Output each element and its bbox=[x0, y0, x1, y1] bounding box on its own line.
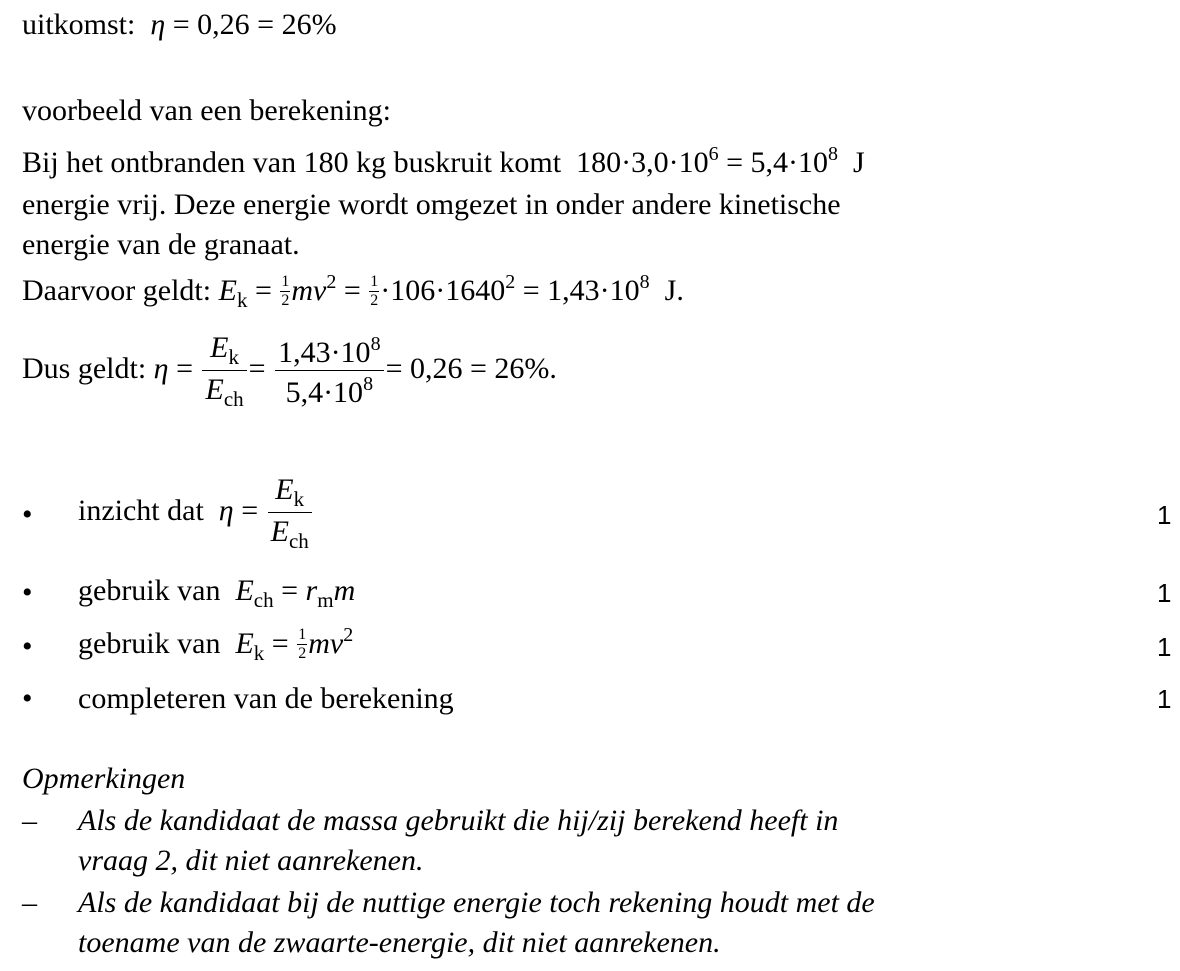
example-line-5-text: Dus geldt: bbox=[22, 351, 147, 385]
example-line-4 bbox=[22, 272, 684, 311]
bullet: • bbox=[22, 682, 33, 715]
scoring-item-text bbox=[78, 574, 355, 613]
scoring-item-formula: η = $\frac{E_k}{E_{ch}}$ bbox=[211, 494, 313, 527]
scoring-item-text bbox=[78, 624, 353, 666]
bullet: • bbox=[22, 576, 33, 609]
scoring-item-label: gebruik van bbox=[78, 574, 221, 607]
scoring-item-formula: $E_k$ = $\frac{1}{2}$ $mv^2$ bbox=[235, 624, 354, 665]
efficiency-formula: η = $\frac{E_k}{E_{ch}}$ = $\frac{1,43\cdot 10^8}{5,4\cdot 10^8}$ = 0,26 = 26%. bbox=[153, 331, 557, 412]
example-line-3: energie van de granaat. bbox=[22, 228, 300, 261]
example-heading: voorbeeld van een berekening: bbox=[22, 94, 392, 127]
remarks-heading: Opmerkingen bbox=[22, 762, 186, 795]
example-line-1-formula: $180\cdot 3,0\cdot 10^6 = 5,4\cdot 10^8$ J bbox=[568, 143, 865, 179]
scoring-item-text bbox=[78, 474, 314, 552]
bullet: • bbox=[22, 630, 33, 663]
uitkomst-line bbox=[22, 10, 337, 40]
example-line-1 bbox=[22, 144, 865, 178]
uitkomst-label: uitkomst: bbox=[22, 8, 136, 41]
remark-line: toename van de zwaarte-energie, dit niet aanrekenen. bbox=[78, 926, 721, 959]
example-line-1-text: Bij het ontbranden van 180 kg buskruit komt bbox=[22, 146, 562, 179]
uitkomst-formula: η = 0,26 = 26% bbox=[150, 8, 337, 41]
bullet: • bbox=[22, 498, 33, 531]
example-line-5 bbox=[22, 332, 557, 410]
remark-line: vraag 2, dit niet aanrekenen. bbox=[78, 844, 424, 877]
remark-dash: – bbox=[22, 886, 37, 919]
remark-dash: – bbox=[22, 804, 37, 837]
remark-line: Als de kandidaat bij de nuttige energie toch rekening houdt met de bbox=[78, 886, 875, 919]
scoring-item-formula: $E_{ch} = r_mm$ bbox=[235, 574, 356, 612]
score-value: 1 bbox=[1157, 632, 1172, 662]
score-value: 1 bbox=[1157, 578, 1172, 608]
kinetic-energy-formula: $E_k$ = $\frac{1}{2}$ $mv^2$ = $\frac{1}{2}$ $\cdot 106\cdot 1640^2 = 1,43\cdot 10^8$ J. bbox=[218, 271, 684, 312]
scoring-item-text: completeren van de berekening bbox=[78, 682, 454, 715]
example-line-4-text: Daarvoor geldt: bbox=[22, 274, 212, 307]
example-line-2: energie vrij. Deze energie wordt omgezet in onder andere kinetische bbox=[22, 188, 841, 221]
scoring-item-label: gebruik van bbox=[78, 627, 221, 660]
score-value: 1 bbox=[1157, 500, 1172, 530]
scoring-item-label: inzicht dat bbox=[78, 493, 204, 527]
remark-line: Als de kandidaat de massa gebruikt die hij/zij berekend heeft in bbox=[78, 804, 839, 837]
score-value: 1 bbox=[1157, 684, 1172, 714]
